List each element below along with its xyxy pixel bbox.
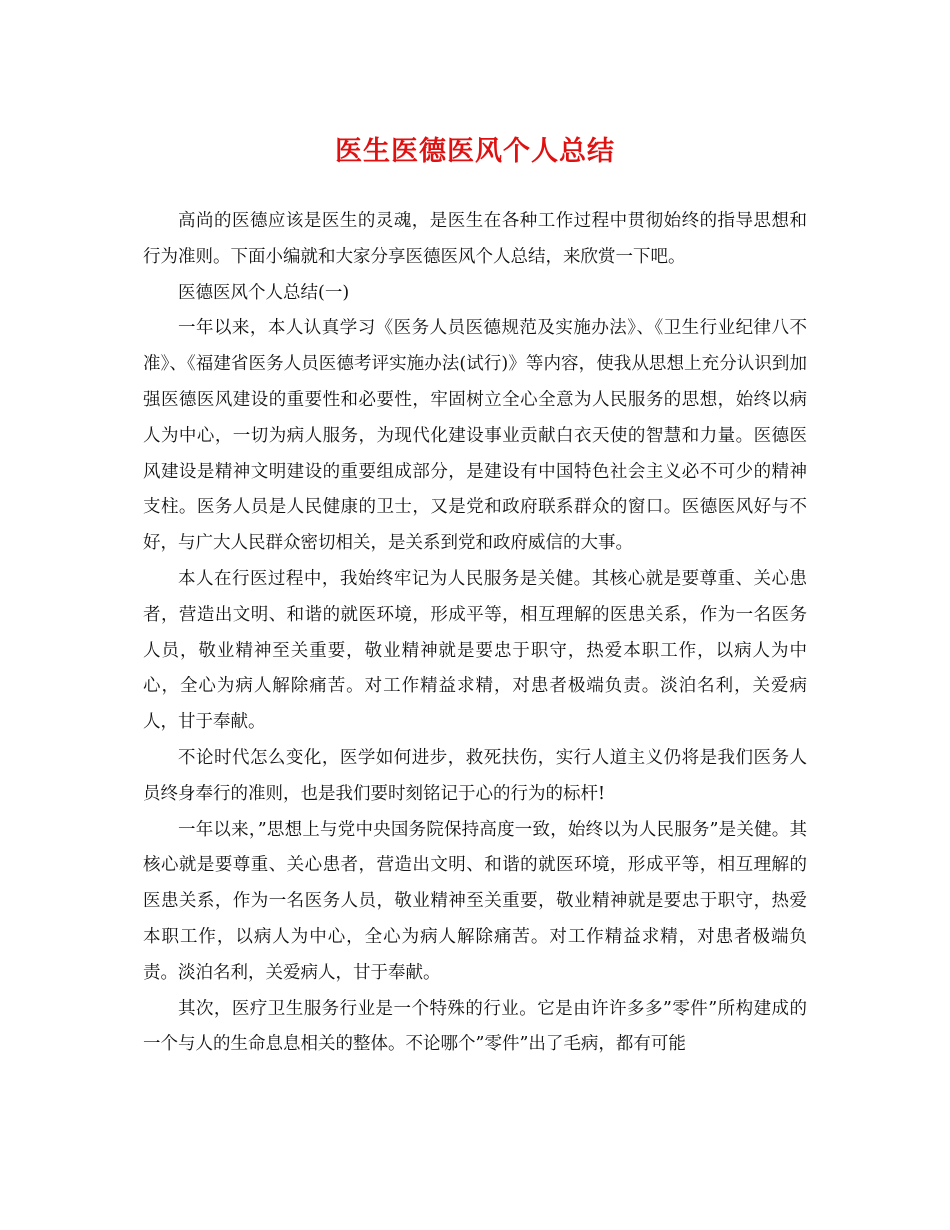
body-paragraph: 一年以来，本人认真学习《医务人员医德规范及实施办法》、《卫生行业纪律八不准》、《福建省医务人员医德考评实施办法(试行)》等内容，使我从思想上充分认识到加强医德医风建设的重要性和必要性，牢固树立全心全意为人民服务的思想，始终以病人为中心，一切为病人服务，为现代化建设事业贡献白衣天使的智慧和力量。医德医风建设是精神文明建设的重要组成部分，是建设有中国特色社会主义必不可少的精神支柱。医务人员是人民健康的卫士，又是党和政府联系群众的窗口。医德医风好与不好，与广大人民群众密切相关，是关系到党和政府威信的大事。 xyxy=(143,318,807,554)
intro-paragraph: 高尚的医德应该是医生的灵魂，是医生在各种工作过程中贯彻始终的指导思想和行为准则。下面小编就和大家分享医德医风个人总结，来欣赏一下吧。 xyxy=(143,211,807,267)
section-heading: 医德医风个人总结(一) xyxy=(178,282,350,303)
page-title: 医生医德医风个人总结 xyxy=(335,136,615,167)
body-paragraph: 本人在行医过程中，我始终牢记为人民服务是关健。其核心就是要尊重、关心患者，营造出文明、和谐的就医环境，形成平等，相互理解的医患关系，作为一名医务人员，敬业精神至关重要，敬业精神就是要忠于职守，热爱本职工作，以病人为中心，全心为病人解除痛苦。对工作精益求精，对患者极端负责。淡泊名利，关爱病人，甘于奉献。 xyxy=(143,568,807,733)
document-body xyxy=(143,204,807,1063)
body-paragraph: 一年以来，”思想上与党中央国务院保持高度一致，始终以为人民服务”是关健。其核心就是要尊重、关心患者，营造出文明、和谐的就医环境，形成平等，相互理解的医患关系，作为一名医务人员，敬业精神至关重要，敬业精神就是要忠于职守，热爱本职工作，以病人为中心，全心为病人解除痛苦。对工作精益求精，对患者极端负责。淡泊名利，关爱病人，甘于奉献。 xyxy=(143,819,807,983)
body-paragraph: 其次，医疗卫生服务行业是一个特殊的行业。它是由许许多多”零件”所构建成的一个与人的生命息息相关的整体。不论哪个”零件”出了毛病，都有可能 xyxy=(143,998,807,1055)
body-paragraph: 不论时代怎么变化，医学如何进步，救死扶伤，实行人道主义仍将是我们医务人员终身奉行的准则，也是我们要时刻铭记于心的行为的标杆! xyxy=(143,747,807,804)
